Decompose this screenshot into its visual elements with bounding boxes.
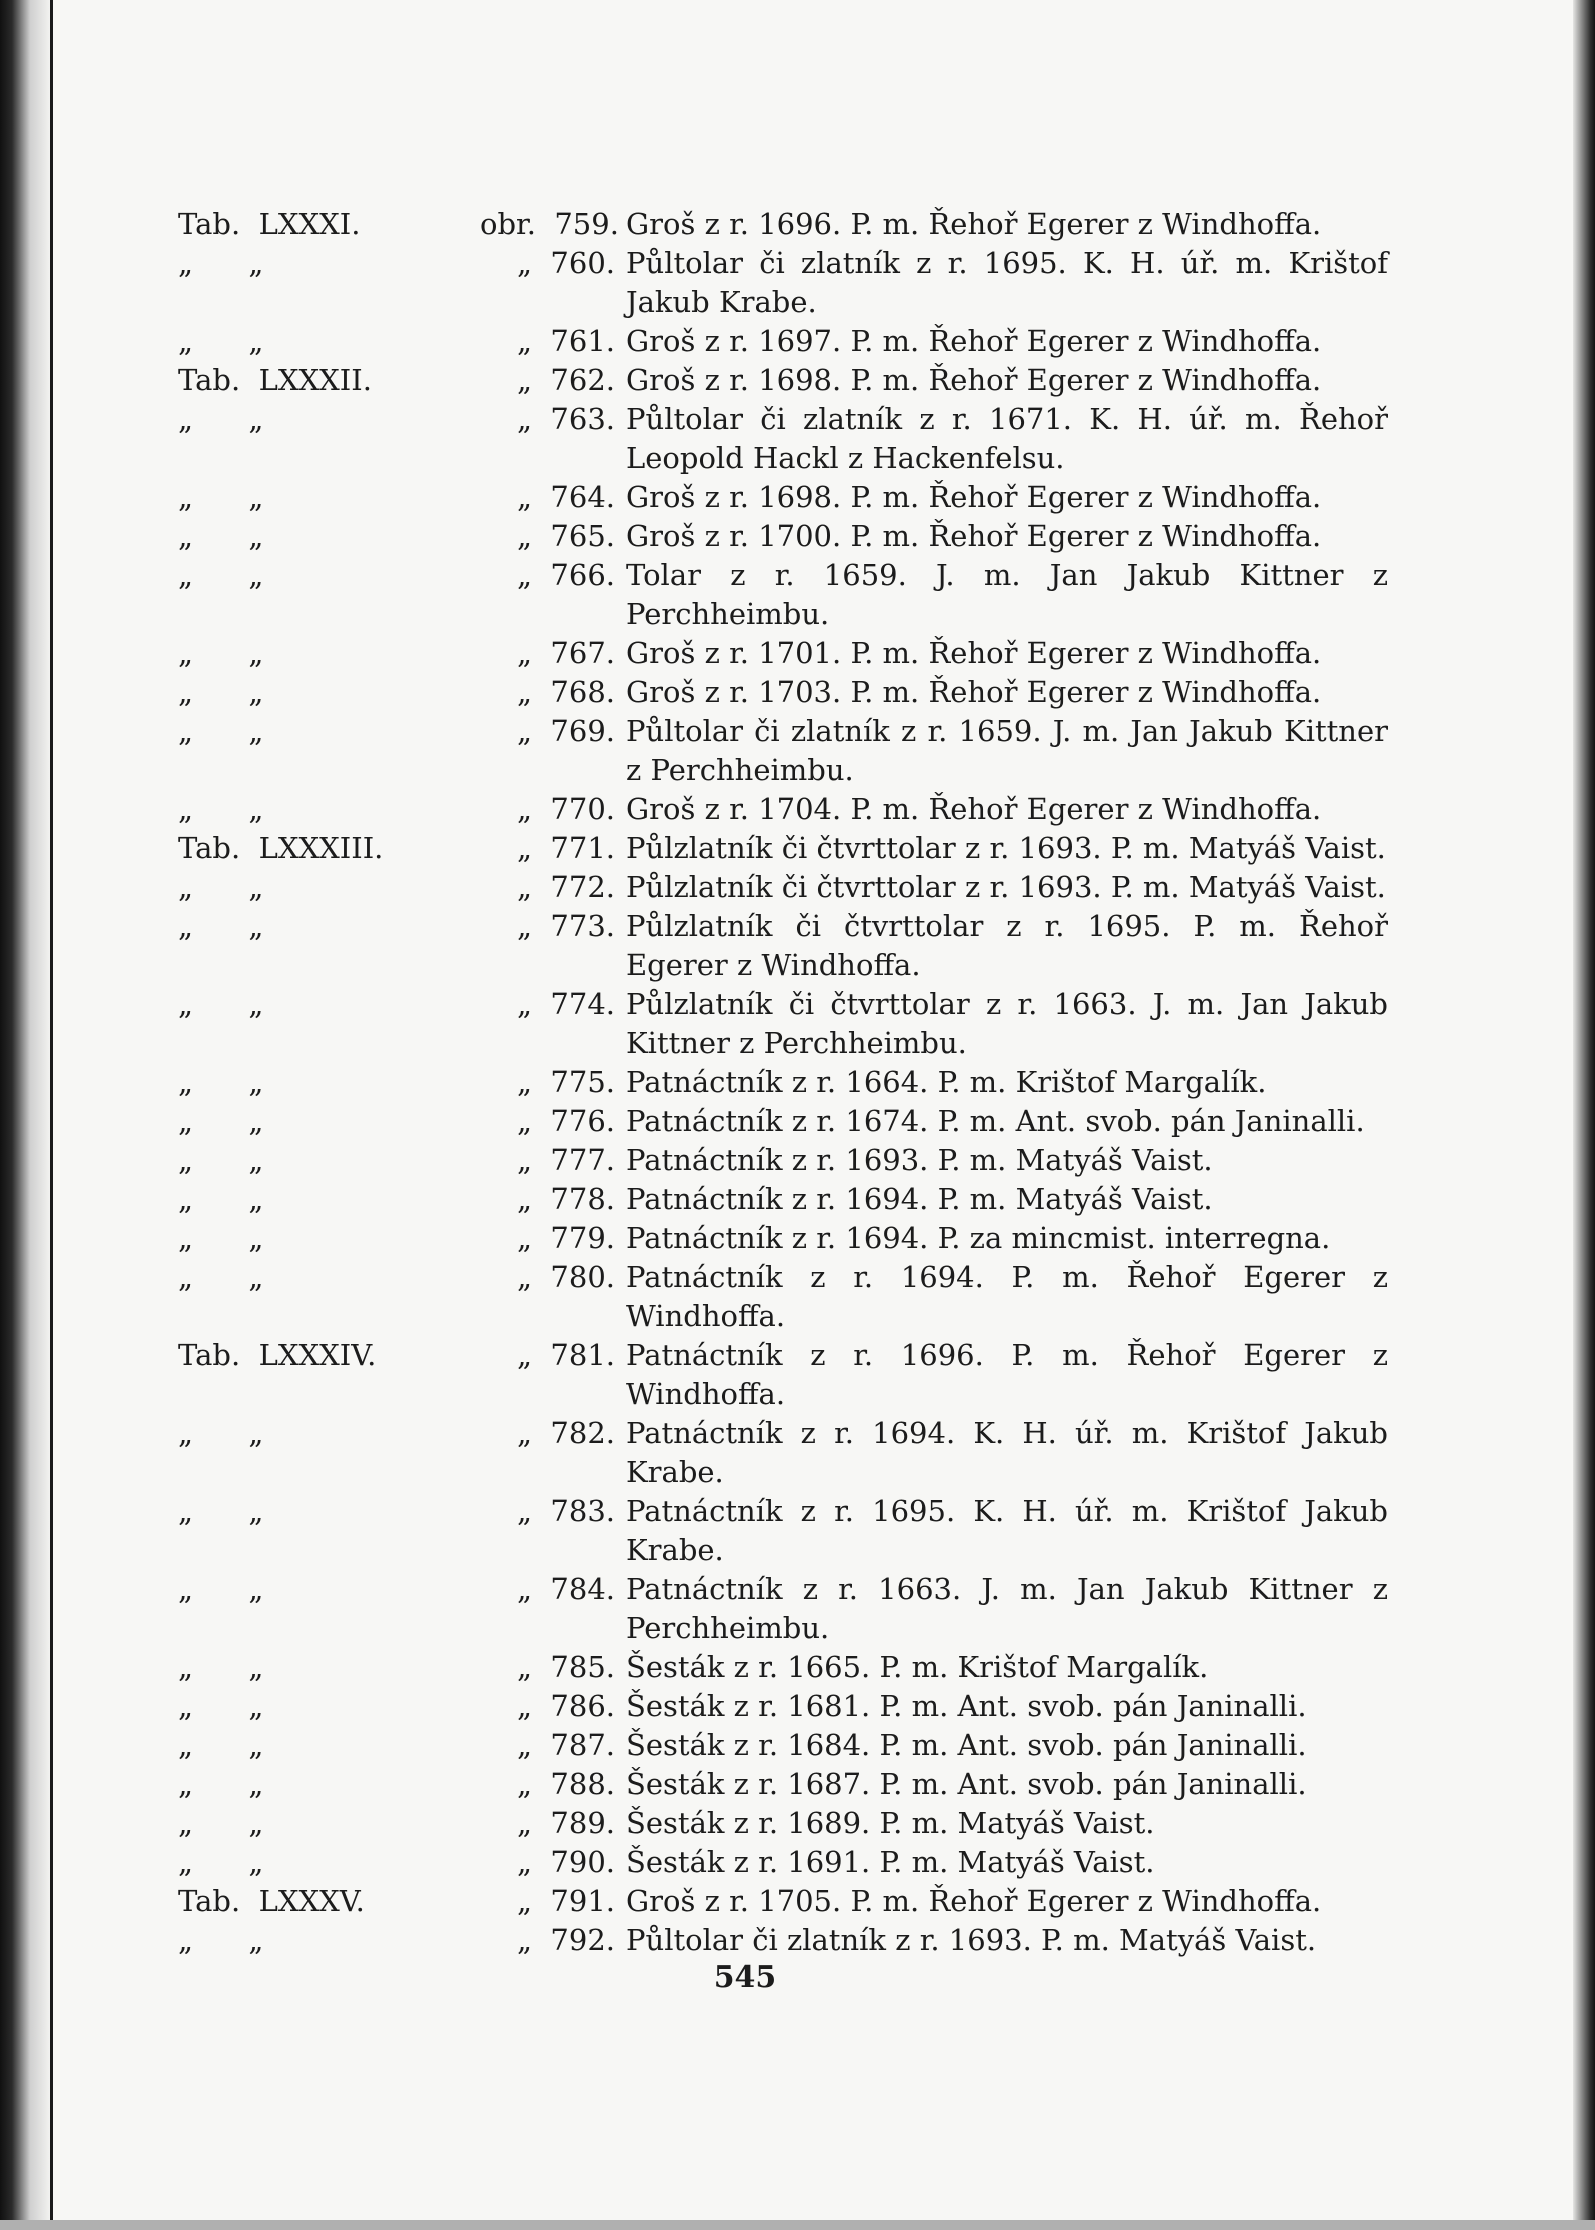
coin-description: Půlzlatník či čtvrttolar z r. 1693. P. m. Matyáš Vaist. bbox=[626, 870, 1386, 904]
plate-reference: „ „ bbox=[178, 558, 264, 592]
figure-number: „ 782. bbox=[516, 1416, 615, 1450]
coin-description: Tolar z r. 1659. J. m. Jan Jakub Kittner z Perchheimbu. bbox=[626, 558, 1388, 631]
coin-description: Šesták z r. 1689. P. m. Matyáš Vaist. bbox=[626, 1806, 1155, 1840]
coin-description: Půlzlatník či čtvrttolar z r. 1695. P. m. Řehoř Egerer z Windhoffa. bbox=[626, 909, 1388, 982]
catalogue-entry bbox=[0, 1180, 1595, 1219]
figure-number: „ 791. bbox=[516, 1884, 615, 1918]
coin-description: Šesták z r. 1665. P. m. Krištof Margalík. bbox=[626, 1650, 1209, 1684]
figure-number: „ 762. bbox=[516, 363, 615, 397]
coin-description: Půltolar či zlatník z r. 1671. K. H. úř. m. Řehoř Leopold Hackl z Hackenfelsu. bbox=[626, 402, 1388, 475]
catalogue-entry bbox=[0, 1804, 1595, 1843]
plate-reference: „ „ bbox=[178, 480, 264, 514]
catalogue-entry bbox=[0, 829, 1595, 868]
catalogue-entry bbox=[0, 1687, 1595, 1726]
plate-reference: „ „ bbox=[178, 1494, 264, 1528]
plate-reference: „ „ bbox=[178, 909, 264, 943]
catalogue-entry bbox=[0, 1726, 1595, 1765]
plate-reference: „ „ bbox=[178, 1572, 264, 1606]
coin-description: Groš z r. 1697. P. m. Řehoř Egerer z Windhoffa. bbox=[626, 324, 1322, 358]
plate-reference: „ „ bbox=[178, 1182, 264, 1216]
plate-reference: „ „ bbox=[178, 1650, 264, 1684]
coin-description: Groš z r. 1701. P. m. Řehoř Egerer z Windhoffa. bbox=[626, 636, 1322, 670]
catalogue-entry bbox=[0, 1102, 1595, 1141]
coin-description: Patnáctník z r. 1694. K. H. úř. m. Krištof Jakub Krabe. bbox=[626, 1416, 1388, 1489]
catalogue-entry bbox=[0, 634, 1595, 673]
catalogue-entry bbox=[0, 517, 1595, 556]
catalogue-entry bbox=[0, 1765, 1595, 1804]
figure-number: „ 760. bbox=[516, 246, 615, 280]
figure-number: „ 775. bbox=[516, 1065, 615, 1099]
figure-number: „ 787. bbox=[516, 1728, 615, 1762]
figure-number: „ 785. bbox=[516, 1650, 615, 1684]
coin-description: Šesták z r. 1681. P. m. Ant. svob. pán Janinalli. bbox=[626, 1689, 1307, 1723]
figure-number: „ 776. bbox=[516, 1104, 615, 1138]
figure-number: „ 790. bbox=[516, 1845, 615, 1879]
figure-number: „ 771. bbox=[516, 831, 615, 865]
figure-number: „ 764. bbox=[516, 480, 615, 514]
catalogue-entry bbox=[0, 322, 1595, 361]
coin-description: Groš z r. 1705. P. m. Řehoř Egerer z Windhoffa. bbox=[626, 1884, 1322, 1918]
plate-reference: „ „ bbox=[178, 1260, 264, 1294]
coin-description: Půlzlatník či čtvrttolar z r. 1693. P. m. Matyáš Vaist. bbox=[626, 831, 1386, 865]
plate-reference: Tab. LXXXI. bbox=[178, 207, 361, 241]
plate-reference: „ „ bbox=[178, 1728, 264, 1762]
catalogue-entry bbox=[0, 1063, 1595, 1102]
figure-number: „ 792. bbox=[516, 1923, 615, 1957]
catalogue-entry bbox=[0, 1921, 1595, 1960]
figure-number: „ 777. bbox=[516, 1143, 615, 1177]
figure-number: „ 763. bbox=[516, 402, 615, 436]
figure-number: „ 780. bbox=[516, 1260, 615, 1294]
catalogue-entry bbox=[0, 1843, 1595, 1882]
figure-number: „ 773. bbox=[516, 909, 615, 943]
figure-number: „ 789. bbox=[516, 1806, 615, 1840]
coin-description: Patnáctník z r. 1693. P. m. Matyáš Vaist. bbox=[626, 1143, 1213, 1177]
figure-number: „ 781. bbox=[516, 1338, 615, 1372]
plate-reference: Tab. LXXXIV. bbox=[178, 1338, 377, 1372]
plate-reference: Tab. LXXXV. bbox=[178, 1884, 365, 1918]
figure-number: „ 778. bbox=[516, 1182, 615, 1216]
catalogue-entry bbox=[0, 673, 1595, 712]
page-number: 545 bbox=[713, 1960, 777, 1995]
page-bottom-edge bbox=[0, 2220, 1595, 2230]
coin-description: Patnáctník z r. 1695. K. H. úř. m. Krištof Jakub Krabe. bbox=[626, 1494, 1388, 1567]
catalogue-entry bbox=[0, 205, 1595, 244]
catalogue-entry bbox=[0, 985, 1595, 1063]
coin-description: Groš z r. 1696. P. m. Řehoř Egerer z Windhoffa. bbox=[626, 207, 1322, 241]
coin-description: Půlzlatník či čtvrttolar z r. 1663. J. m. Jan Jakub Kittner z Perchheimbu. bbox=[626, 987, 1388, 1060]
plate-reference: „ „ bbox=[178, 987, 264, 1021]
plate-reference: Tab. LXXXIII. bbox=[178, 831, 384, 865]
figure-number: „ 774. bbox=[516, 987, 615, 1021]
figure-number: „ 784. bbox=[516, 1572, 615, 1606]
figure-number: „ 772. bbox=[516, 870, 615, 904]
catalogue-entry bbox=[0, 361, 1595, 400]
catalogue-entry bbox=[0, 556, 1595, 634]
figure-number: „ 767. bbox=[516, 636, 615, 670]
figure-number: „ 769. bbox=[516, 714, 615, 748]
figure-number: „ 779. bbox=[516, 1221, 615, 1255]
plate-reference: „ „ bbox=[178, 714, 264, 748]
figure-number: „ 788. bbox=[516, 1767, 615, 1801]
coin-description: Groš z r. 1698. P. m. Řehoř Egerer z Windhoffa. bbox=[626, 480, 1322, 514]
plate-reference: „ „ bbox=[178, 1689, 264, 1723]
coin-description: Šesták z r. 1684. P. m. Ant. svob. pán Janinalli. bbox=[626, 1728, 1307, 1762]
plate-reference: „ „ bbox=[178, 870, 264, 904]
catalogue-entry bbox=[0, 1258, 1595, 1336]
plate-reference: „ „ bbox=[178, 1221, 264, 1255]
catalogue-entry bbox=[0, 1492, 1595, 1570]
catalogue-entry bbox=[0, 1882, 1595, 1921]
figure-number: „ 765. bbox=[516, 519, 615, 553]
plate-reference: „ „ bbox=[178, 1065, 264, 1099]
plate-reference: „ „ bbox=[178, 792, 264, 826]
coin-description: Patnáctník z r. 1694. P. m. Řehoř Egerer z Windhoffa. bbox=[626, 1260, 1388, 1333]
plate-reference: „ „ bbox=[178, 1104, 264, 1138]
figure-number: „ 770. bbox=[516, 792, 615, 826]
plate-reference: „ „ bbox=[178, 1845, 264, 1879]
catalogue-entry bbox=[0, 907, 1595, 985]
coin-description: Půltolar či zlatník z r. 1659. J. m. Jan Jakub Kittner z Perchheimbu. bbox=[626, 714, 1388, 787]
catalogue-entry bbox=[0, 244, 1595, 322]
plate-reference: „ „ bbox=[178, 1416, 264, 1450]
catalogue-entry bbox=[0, 1570, 1595, 1648]
coin-description: Patnáctník z r. 1664. P. m. Krištof Margalík. bbox=[626, 1065, 1267, 1099]
coin-description: Patnáctník z r. 1663. J. m. Jan Jakub Kittner z Perchheimbu. bbox=[626, 1572, 1388, 1645]
coin-description: Půltolar či zlatník z r. 1693. P. m. Matyáš Vaist. bbox=[626, 1923, 1317, 1957]
plate-reference: „ „ bbox=[178, 1923, 264, 1957]
plate-reference: „ „ bbox=[178, 1767, 264, 1801]
figure-number: obr. 759. bbox=[480, 207, 619, 241]
catalogue-entry bbox=[0, 478, 1595, 517]
figure-number: „ 768. bbox=[516, 675, 615, 709]
coin-description: Groš z r. 1700. P. m. Řehoř Egerer z Windhoffa. bbox=[626, 519, 1322, 553]
plate-reference: „ „ bbox=[178, 324, 264, 358]
coin-catalogue-list bbox=[0, 205, 1595, 1960]
plate-reference: „ „ bbox=[178, 519, 264, 553]
coin-description: Patnáctník z r. 1696. P. m. Řehoř Egerer z Windhoffa. bbox=[626, 1338, 1388, 1411]
plate-reference: „ „ bbox=[178, 675, 264, 709]
catalogue-entry bbox=[0, 1648, 1595, 1687]
coin-description: Groš z r. 1704. P. m. Řehoř Egerer z Windhoffa. bbox=[626, 792, 1322, 826]
catalogue-entry bbox=[0, 1141, 1595, 1180]
plate-reference: „ „ bbox=[178, 402, 264, 436]
catalogue-entry bbox=[0, 400, 1595, 478]
coin-description: Šesták z r. 1687. P. m. Ant. svob. pán Janinalli. bbox=[626, 1767, 1307, 1801]
catalogue-entry bbox=[0, 1219, 1595, 1258]
coin-description: Groš z r. 1703. P. m. Řehoř Egerer z Windhoffa. bbox=[626, 675, 1322, 709]
coin-description: Šesták z r. 1691. P. m. Matyáš Vaist. bbox=[626, 1845, 1155, 1879]
coin-description: Půltolar či zlatník z r. 1695. K. H. úř. m. Krištof Jakub Krabe. bbox=[626, 246, 1388, 319]
catalogue-entry bbox=[0, 1414, 1595, 1492]
plate-reference: Tab. LXXXII. bbox=[178, 363, 372, 397]
figure-number: „ 786. bbox=[516, 1689, 615, 1723]
coin-description: Patnáctník z r. 1674. P. m. Ant. svob. pán Janinalli. bbox=[626, 1104, 1365, 1138]
coin-description: Patnáctník z r. 1694. P. za mincmist. interregna. bbox=[626, 1221, 1331, 1255]
coin-description: Groš z r. 1698. P. m. Řehoř Egerer z Windhoffa. bbox=[626, 363, 1322, 397]
plate-reference: „ „ bbox=[178, 1806, 264, 1840]
catalogue-entry bbox=[0, 1336, 1595, 1414]
coin-description: Patnáctník z r. 1694. P. m. Matyáš Vaist. bbox=[626, 1182, 1213, 1216]
plate-reference: „ „ bbox=[178, 246, 264, 280]
figure-number: „ 761. bbox=[516, 324, 615, 358]
catalogue-entry bbox=[0, 712, 1595, 790]
catalogue-entry bbox=[0, 868, 1595, 907]
figure-number: „ 783. bbox=[516, 1494, 615, 1528]
plate-reference: „ „ bbox=[178, 1143, 264, 1177]
plate-reference: „ „ bbox=[178, 636, 264, 670]
catalogue-entry bbox=[0, 790, 1595, 829]
figure-number: „ 766. bbox=[516, 558, 615, 592]
